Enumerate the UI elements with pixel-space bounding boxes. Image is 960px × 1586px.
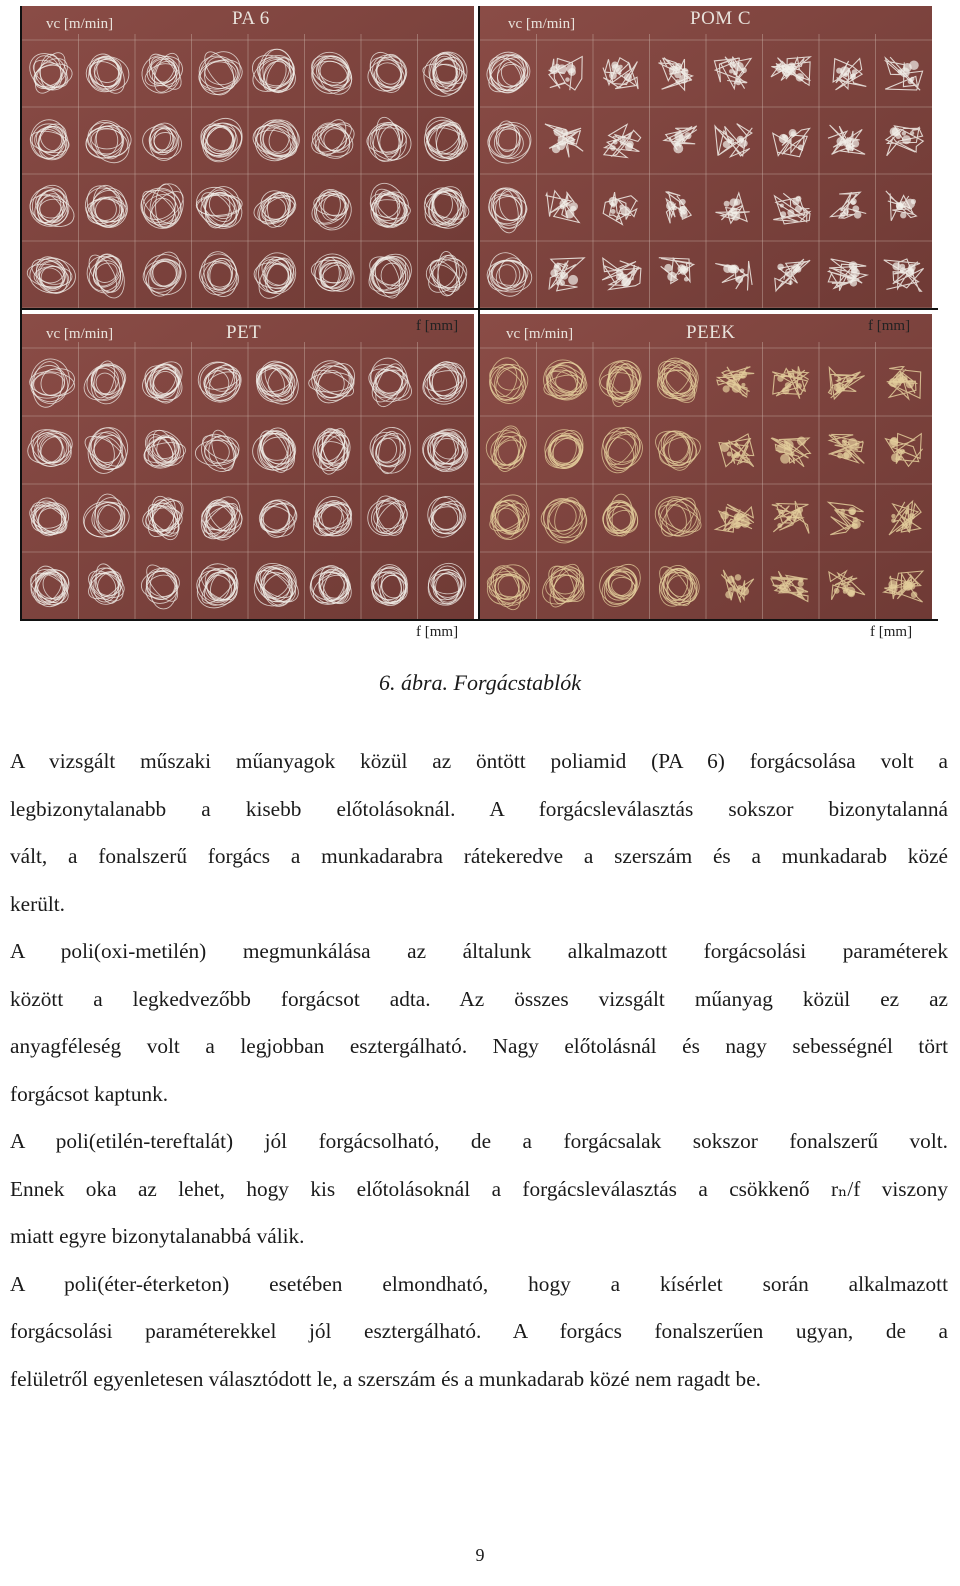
paragraph <box>10 928 948 1118</box>
text-line: forgácsot kaptunk. <box>10 1081 169 1106</box>
panel-pet-y-axis-label: vc [m/min] <box>46 326 114 342</box>
paragraph <box>10 1118 948 1261</box>
y-axis-right <box>478 6 480 620</box>
text-line: került. <box>10 891 65 916</box>
text-line: között a legkedvezőbb forgácsot adta. Az összes vizsgált műanyag közül ez az <box>10 986 948 1011</box>
panel-pomc <box>480 6 932 308</box>
panel-peek-photo <box>480 314 932 620</box>
text-line: A vizsgált műszaki műanyagok közül az öntött poliamid (PA 6) forgácsolása volt a <box>10 749 948 773</box>
panel-pet-photo <box>22 314 474 620</box>
x-axis-bottom <box>20 619 938 621</box>
text-line: A poli(oxi-metilén) megmunkálása az általunk alkalmazott forgácsolási paraméterek <box>10 939 948 963</box>
panel-pa6 <box>22 6 474 308</box>
panel-peek-title: PEEK <box>686 322 736 343</box>
panel-pomc-title: POM C <box>690 8 752 29</box>
text-line: miatt egyre bizonytalanabbá válik. <box>10 1224 305 1248</box>
panel-pa6-y-axis-label: vc [m/min] <box>46 16 114 32</box>
text-line: A poli(éter-éterketon) esetében elmondható, hogy a kísérlet során alkalmazott <box>10 1271 948 1296</box>
page-number: 9 <box>475 1545 485 1565</box>
panel-pa6-title: PA 6 <box>232 8 270 29</box>
panel-pet <box>22 314 474 620</box>
x-axis-label-top-right: f [mm] <box>868 318 911 334</box>
x-axis-mid <box>20 308 938 310</box>
panel-pomc-photo <box>480 6 932 308</box>
text-line: vált, a fonalszerű forgács a munkadarabra rátekeredve a szerszám és a munkadarab közé <box>10 844 948 868</box>
figure-caption: 6. ábra. Forgácstablók <box>378 670 582 695</box>
body-text <box>10 738 948 1403</box>
panel-pa6-photo <box>22 6 474 308</box>
paragraph <box>10 738 948 928</box>
x-axis-label-top-left: f [mm] <box>416 318 459 334</box>
text-line: legbizonytalanabb a kisebb előtolásoknál. A forgácsleválasztás sokszor bizonytalanná <box>10 796 948 821</box>
x-axis-label-bottom-right: f [mm] <box>870 624 913 640</box>
chip-board-figure <box>0 0 960 652</box>
text-line: anyagféleség volt a legjobban esztergálható. Nagy előtolásnál és nagy sebességnél tört <box>10 1034 948 1058</box>
panel-peek-y-axis-label: vc [m/min] <box>506 326 574 342</box>
text-line: felületről egyenletesen választódott le, a szerszám és a munkadarab közé nem ragadt be. <box>10 1366 761 1391</box>
panel-pomc-y-axis-label: vc [m/min] <box>508 16 576 32</box>
panel-peek <box>480 314 932 620</box>
text-line: Ennek oka az lehet, hogy kis előtolásoknál a forgácsleválasztás a csökkenő rₙ/f viszony <box>10 1176 948 1201</box>
panel-pet-title: PET <box>226 322 262 343</box>
y-axis-left <box>20 6 22 620</box>
text-line: A poli(etilén-tereftalát) jól forgácsolható, de a forgácsalak sokszor fonalszerű volt. <box>10 1129 948 1153</box>
x-axis-label-bottom-left: f [mm] <box>416 624 459 640</box>
paragraph <box>10 1261 948 1404</box>
text-line: forgácsolási paraméterekkel jól esztergálható. A forgács fonalszerűen ugyan, de a <box>10 1319 948 1343</box>
